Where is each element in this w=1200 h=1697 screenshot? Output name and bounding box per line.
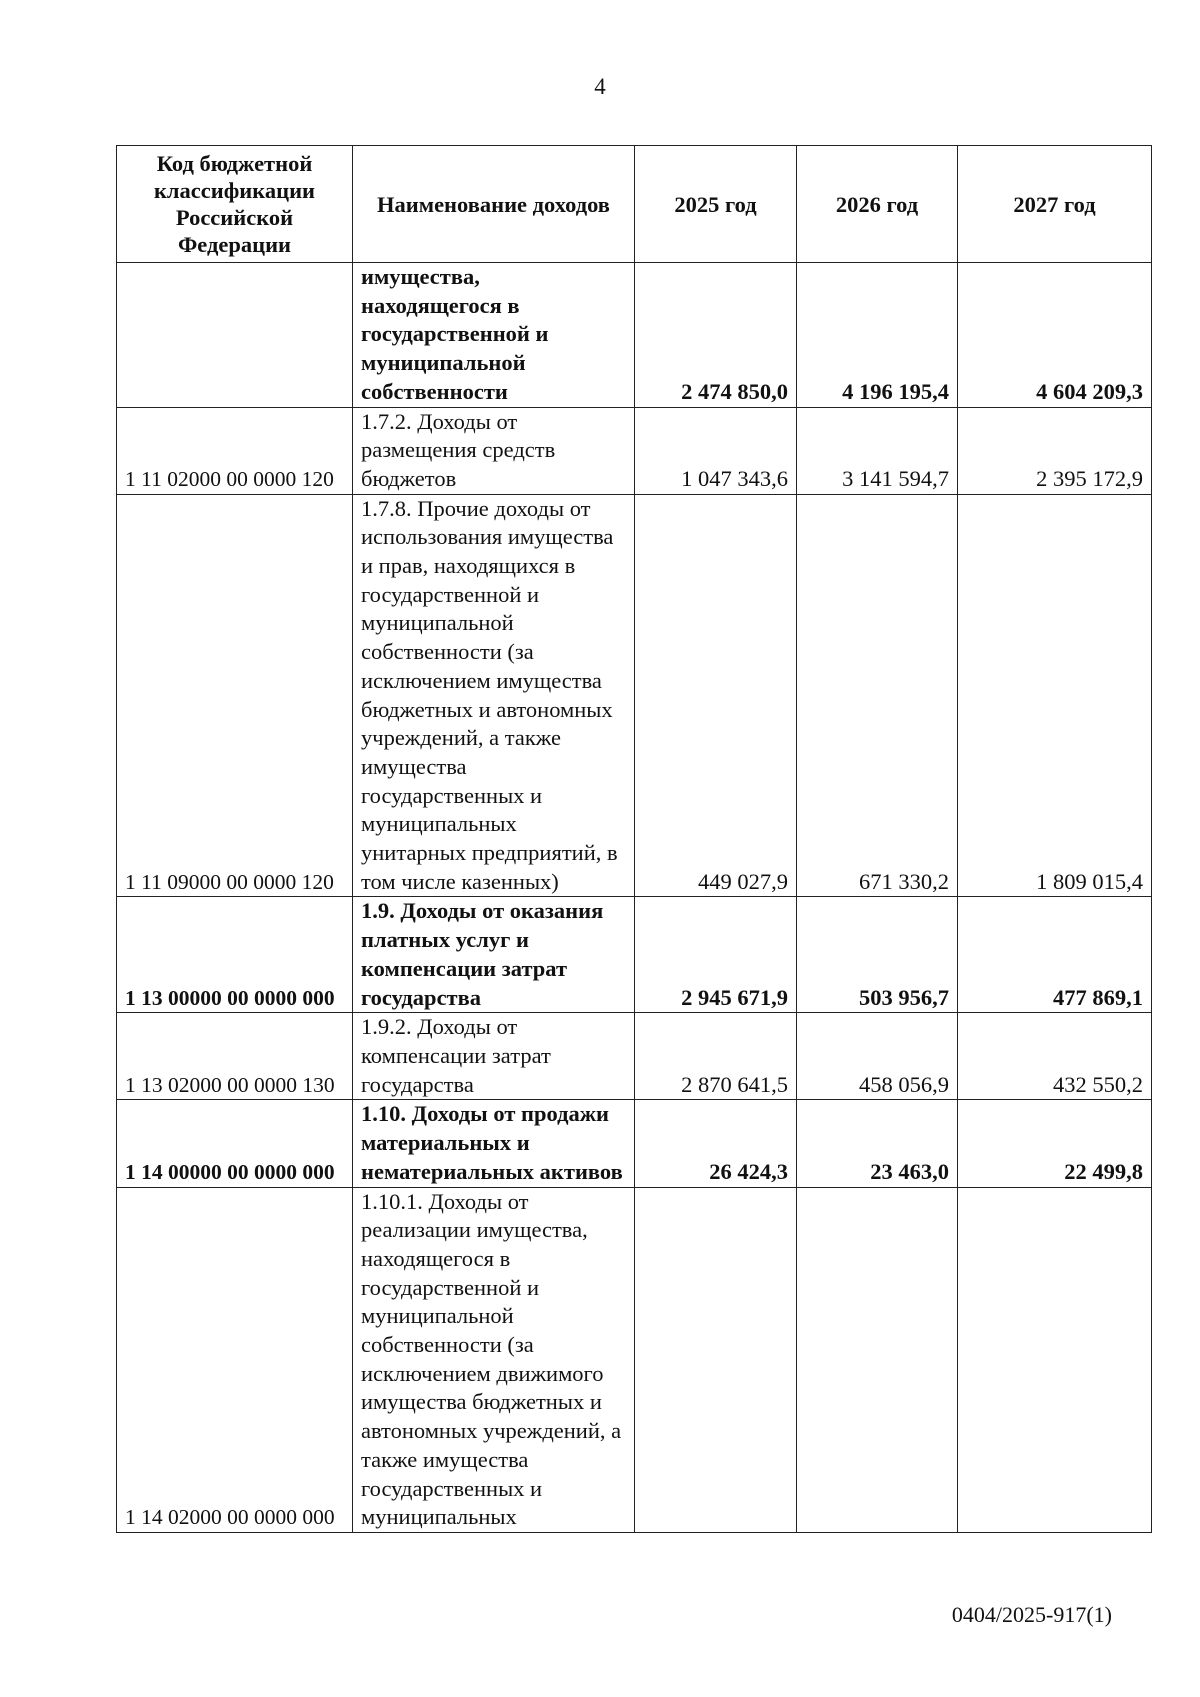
row-value-2026: 503 956,7 [797,897,958,1013]
table-header-row [117,146,1152,263]
revenue-table [116,145,1152,1533]
table-row [117,897,1152,1013]
row-name: имущества, находящегося в государственной и муниципальной собственности [353,263,635,408]
row-value-2025: 26 424,3 [635,1100,797,1187]
row-value-2027: 4 604 209,3 [958,263,1152,408]
row-value-2027: 477 869,1 [958,897,1152,1013]
row-value-2027: 22 499,8 [958,1100,1152,1187]
row-code: 1 14 00000 00 0000 000 [117,1100,353,1187]
row-value-2027: 432 550,2 [958,1013,1152,1100]
row-name: 1.7.8. Прочие доходы от использования имущества и прав, находящихся в государственной и муниципальной собственности (за исключением имущества бюджетных и автономных учреждений, а также имущества государственных и муниципальных унитарных предприятий, в том числе казенных) [353,494,635,897]
row-name: 1.9. Доходы от оказания платных услуг и компенсации затрат государства [353,897,635,1013]
header-2026: 2026 год [797,146,958,263]
header-name: Наименование доходов [353,146,635,263]
row-value-2026: 4 196 195,4 [797,263,958,408]
header-code: Код бюджетной классификации Российской Федерации [117,146,353,263]
table-row [117,407,1152,494]
row-name: 1.10. Доходы от продажи материальных и нематериальных активов [353,1100,635,1187]
row-name: 1.10.1. Доходы от реализации имущества, находящегося в государственной и муниципальной собственности (за исключением движимого имущества бюджетных и автономных учреждений, а также имущества государственных и муниципальных [353,1187,635,1532]
row-value-2025: 2 474 850,0 [635,263,797,408]
row-value-2027 [958,1187,1152,1532]
row-value-2027: 2 395 172,9 [958,407,1152,494]
row-name: 1.7.2. Доходы от размещения средств бюджетов [353,407,635,494]
row-code: 1 11 09000 00 0000 120 [117,494,353,897]
row-value-2025: 1 047 343,6 [635,407,797,494]
row-code: 1 13 02000 00 0000 130 [117,1013,353,1100]
table-row [117,1187,1152,1532]
row-value-2026: 23 463,0 [797,1100,958,1187]
row-value-2025: 2 945 671,9 [635,897,797,1013]
header-2027: 2027 год [958,146,1152,263]
row-value-2026 [797,1187,958,1532]
header-2025: 2025 год [635,146,797,263]
row-code [117,263,353,408]
page-number: 4 [594,74,606,99]
row-value-2026: 458 056,9 [797,1013,958,1100]
row-value-2025 [635,1187,797,1532]
table-row [117,1100,1152,1187]
row-code: 1 14 02000 00 0000 000 [117,1187,353,1532]
table-row [117,494,1152,897]
row-value-2025: 449 027,9 [635,494,797,897]
row-name: 1.9.2. Доходы от компенсации затрат государства [353,1013,635,1100]
document-registration-number: 0404/2025-917(1) [951,1602,1112,1627]
row-code: 1 13 00000 00 0000 000 [117,897,353,1013]
table-row [117,1013,1152,1100]
row-value-2026: 3 141 594,7 [797,407,958,494]
row-value-2026: 671 330,2 [797,494,958,897]
row-value-2025: 2 870 641,5 [635,1013,797,1100]
table-row [117,263,1152,408]
row-code: 1 11 02000 00 0000 120 [117,407,353,494]
row-value-2027: 1 809 015,4 [958,494,1152,897]
